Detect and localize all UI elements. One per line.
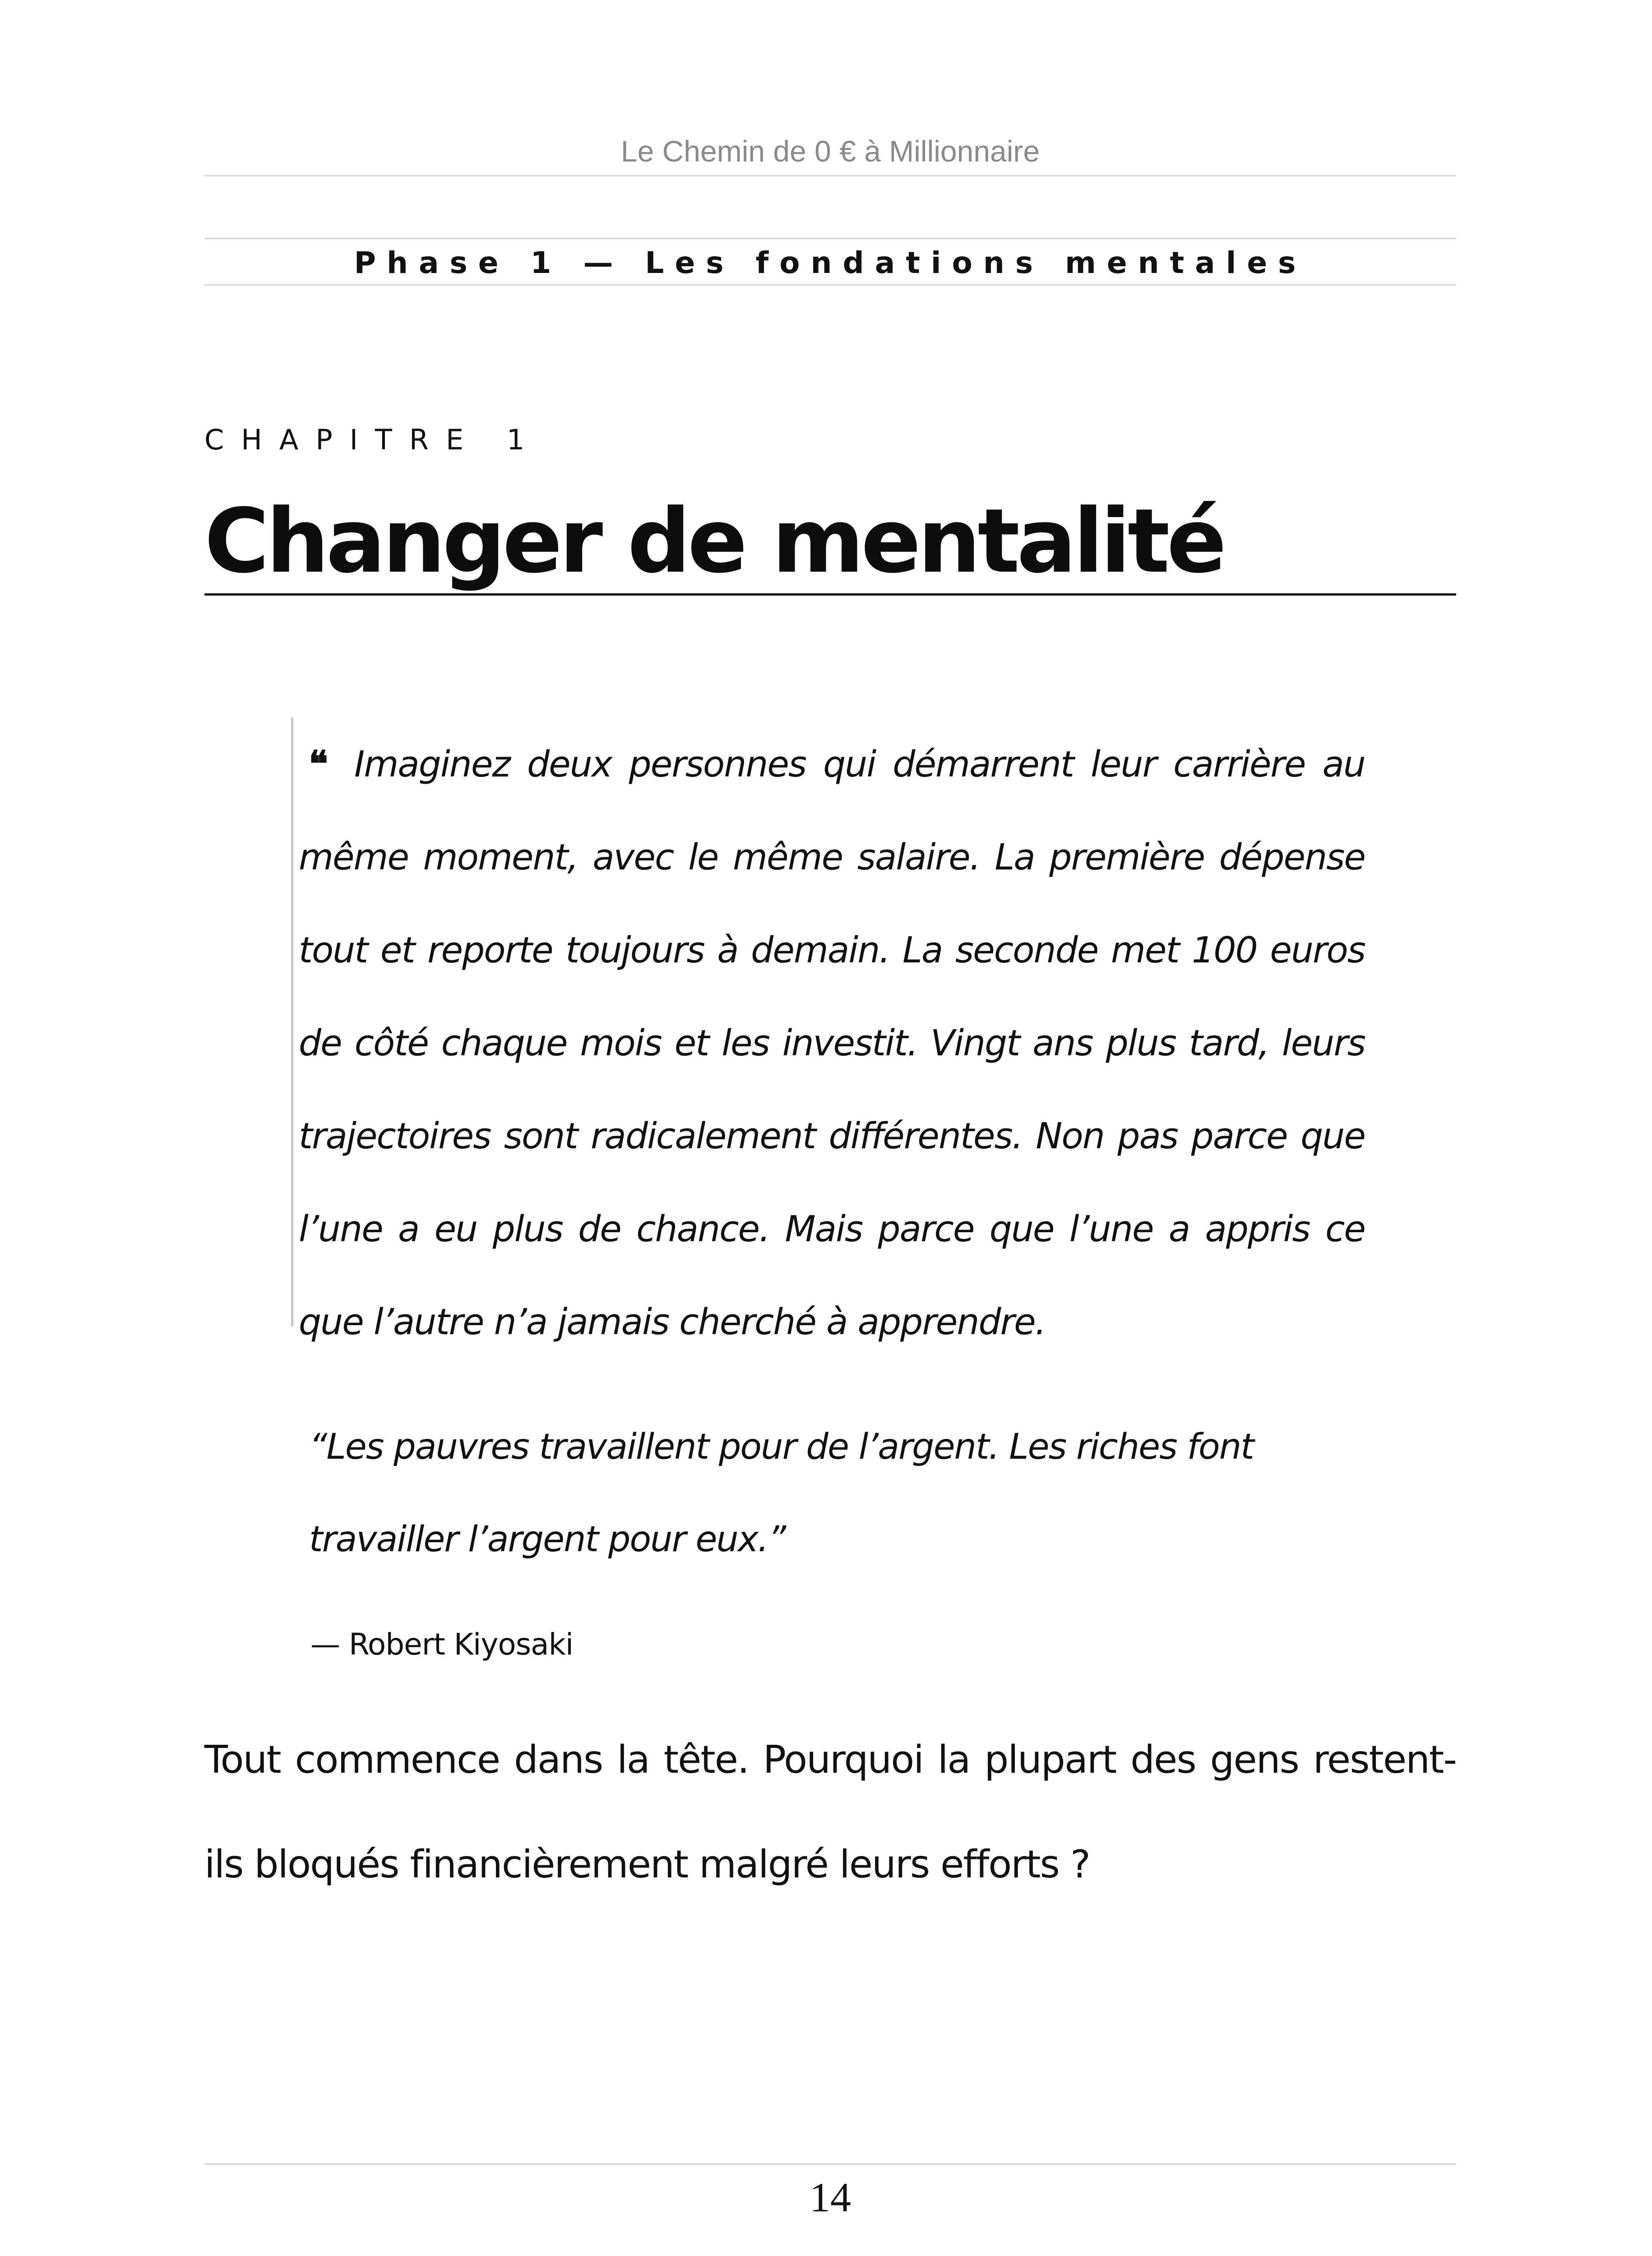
header-divider xyxy=(204,175,1456,176)
phase-top-divider xyxy=(204,238,1456,239)
phase-heading: Phase 1 — Les fondations mentales xyxy=(354,245,1307,280)
epigraph-quote: “Les pauvres travaillent pour de l’argent. Les riches font travailler l’argent pour eux.” xyxy=(309,1427,1254,1560)
chapter-label: CHAPITRE 1 xyxy=(204,423,542,456)
chapter-title-underline xyxy=(204,593,1456,596)
chapter-title: Changer de mentalité xyxy=(204,490,1224,593)
callout-box xyxy=(291,717,1365,1343)
footer-divider xyxy=(204,2164,1456,2165)
epigraph-author: — Robert Kiyosaki xyxy=(310,1627,574,1662)
body-paragraph: Tout commence dans la tête. Pourquoi la plupart des gens restent-ils bloqués financièrement malgré leurs efforts ? xyxy=(204,1738,1456,1887)
page-number: 14 xyxy=(810,2174,851,2220)
callout-paragraph xyxy=(299,717,1365,1368)
running-header-title: Le Chemin de 0 € à Millionnaire xyxy=(620,134,1040,168)
quote-open-icon: ❝ xyxy=(309,743,328,785)
phase-bottom-divider xyxy=(204,284,1456,286)
callout-text: Imaginez deux personnes qui démarrent leur carrière au même moment, avec le même salaire. La première dépense tout et reporte toujours à demain. La seconde met 100 euros de côté chaque mois et les investit. Vingt ans plus tard, leurs trajectoires sont radicalement différentes. Non pas parce que l’une a eu plus de chance. Mais parce que l’une a appris ce que l’autre n’a jamais cherché à apprendre. xyxy=(299,744,1365,1343)
